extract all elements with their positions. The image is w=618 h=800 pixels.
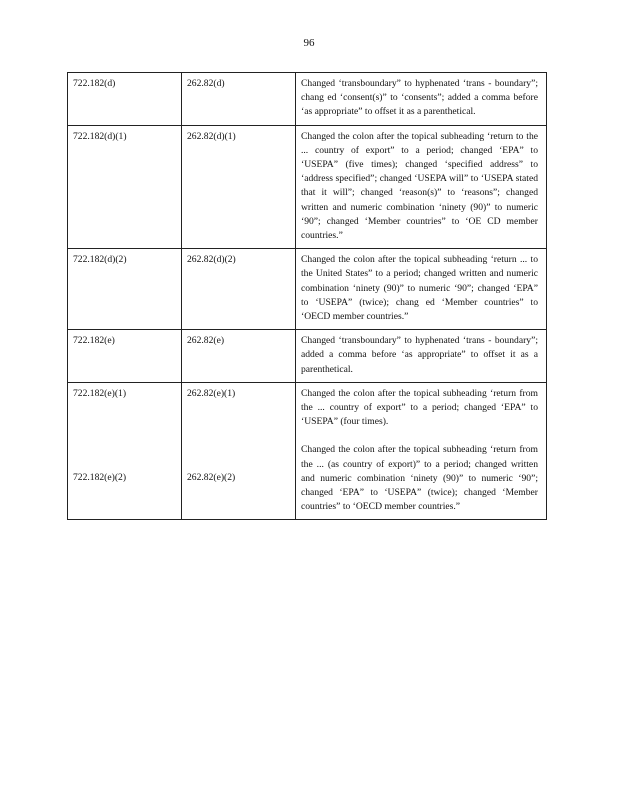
change-description-cell: Changed the colon after the topical subheading ‘return ... to the United States” to a period; changed written and numeric combination ‘ninety (90)” to numeric ‘90”; changed ‘EPA” to ‘USEPA” (twice); chang ed ‘Member countries” to ‘OECD member countries.” (296, 249, 547, 330)
table-row (68, 330, 547, 383)
table-row (68, 125, 547, 249)
change-description-cell: Changed the colon after the topical subheading ‘return to the ... country of export” to a period; changed ‘EPA” to ‘USEPA” (five times); changed ‘specified address” to ‘address specified”; changed ‘USEPA will” to ‘USEPA stated that it will”; changed ‘reason(s)” to ‘reasons”; changed written and numeric combination ‘ninety (90)” to numeric ‘90”; changed ‘Member countries” to ‘OE CD member countries.” (296, 125, 547, 249)
section-correlation-table (67, 72, 547, 520)
new-section-cell (182, 382, 296, 520)
new-section-label: 262.82(e)(1) (187, 387, 236, 399)
change-description-text: Changed the colon after the topical subheading ‘return from the ... (as country of export)” to a period; changed written and numeric combination ‘ninety (90)” to numeric ‘90”; changed ‘EPA” to ‘USEPA” (twice); changed ‘Member countries” to ‘OECD member countries.” (301, 444, 538, 513)
new-section-cell: 262.82(d)(1) (182, 125, 296, 249)
new-section-cell: 262.82(d)(2) (182, 249, 296, 330)
old-section-label: 722.182(e)(1) (73, 387, 127, 399)
old-section-cell: 722.182(e) (68, 330, 182, 383)
table-row (68, 73, 547, 126)
old-section-cell: 722.182(d) (68, 73, 182, 126)
new-section-cell: 262.82(d) (182, 73, 296, 126)
new-section-cell: 262.82(e) (182, 330, 296, 383)
change-description-cell: Changed ‘transboundary” to hyphenated ‘trans - boundary”; chang ed ‘consent(s)” to ‘consents”; added a comma before ‘as appropriate” to offset it as a parenthetical. (296, 73, 547, 126)
old-section-cell (68, 382, 182, 520)
table-row (68, 249, 547, 330)
change-description-cell (296, 382, 547, 520)
change-description-text: Changed the colon after the topical subheading ‘return from the ... country of export” to a period; changed ‘EPA” to ‘USEPA” (four times). (301, 387, 538, 428)
old-section-cell: 722.182(d)(2) (68, 249, 182, 330)
table-row (68, 382, 547, 520)
page-number: 96 (303, 37, 315, 49)
new-section-label: 262.82(e)(2) (187, 472, 236, 484)
old-section-label: 722.182(e)(2) (73, 472, 127, 484)
change-description-cell: Changed ‘transboundary” to hyphenated ‘trans - boundary”; added a comma before ‘as appropriate” to offset it as a parenthetical. (296, 330, 547, 383)
old-section-cell: 722.182(d)(1) (68, 125, 182, 249)
